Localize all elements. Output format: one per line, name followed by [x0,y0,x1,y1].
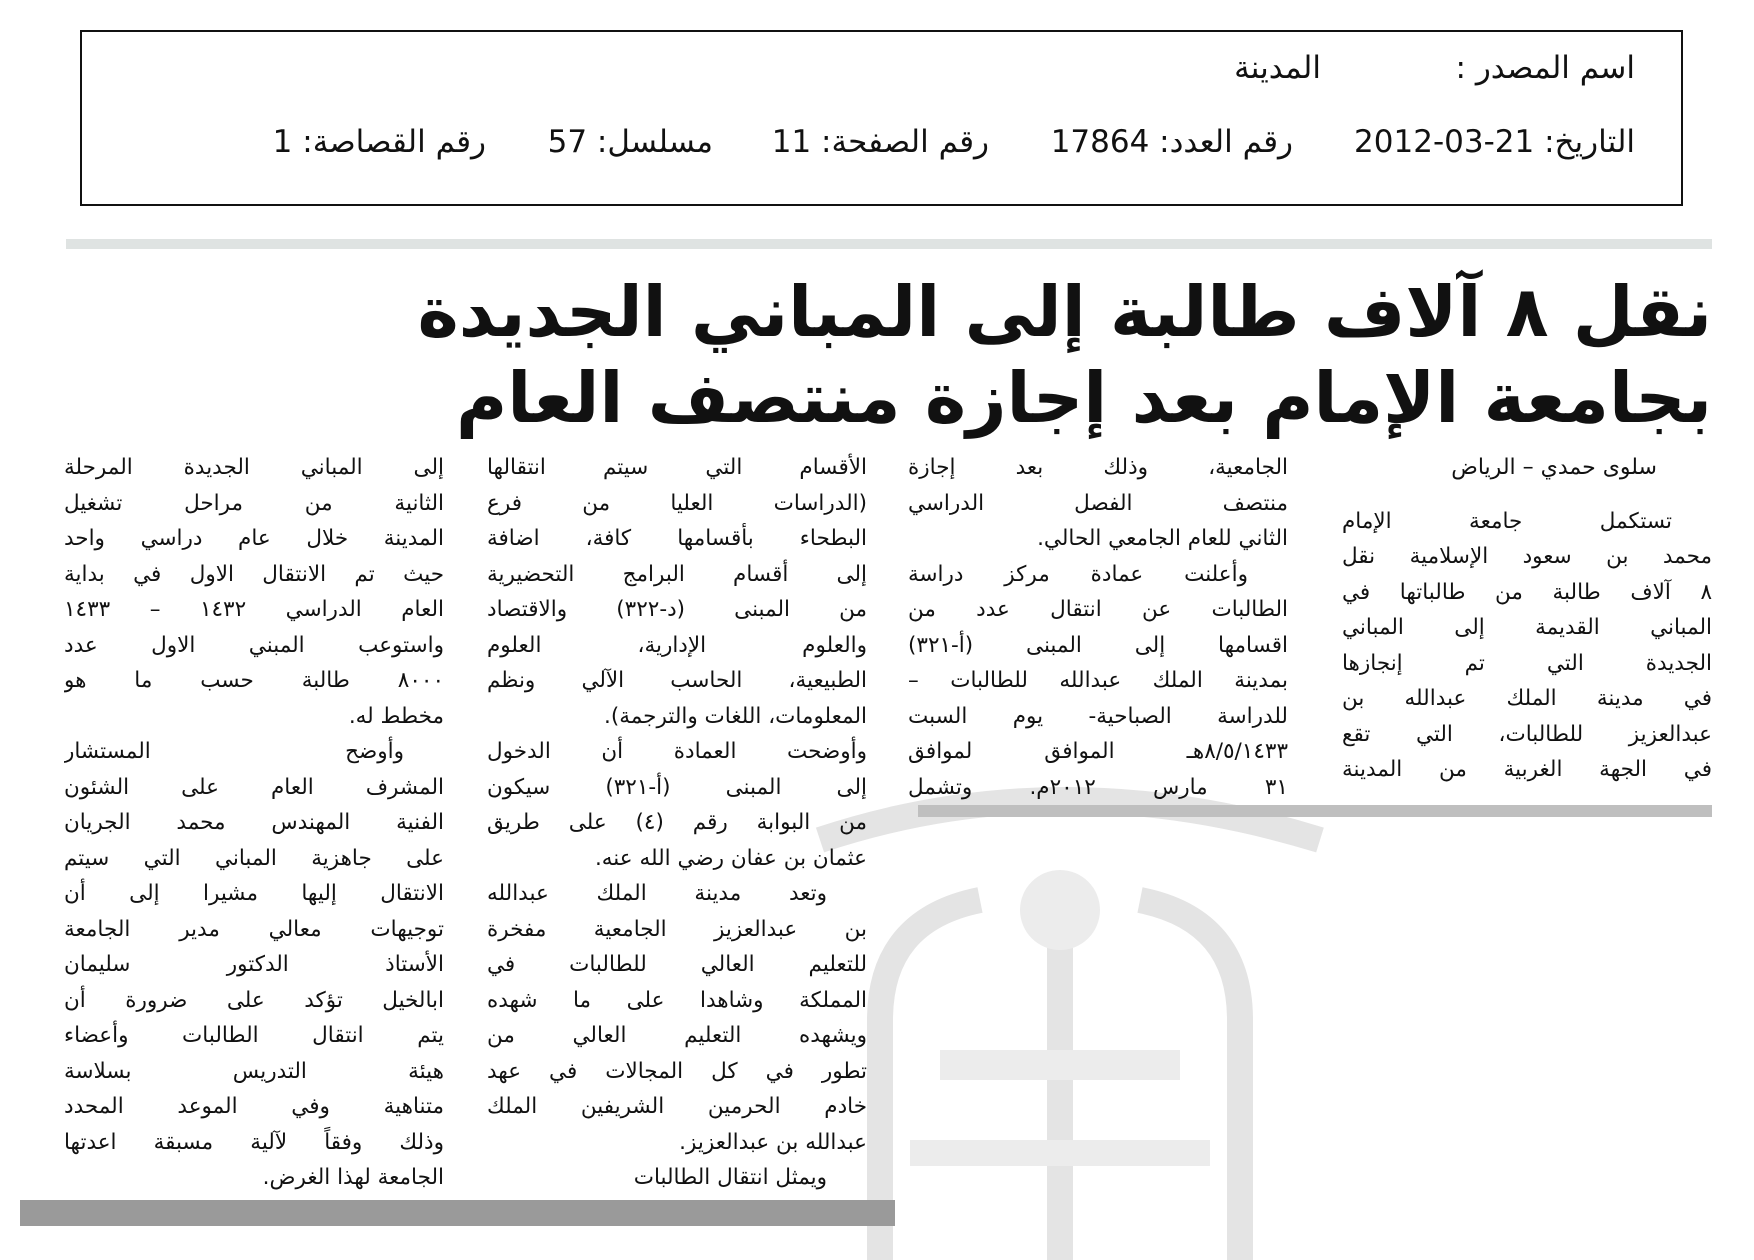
text-line: خادم الحرمين الشريفين الملك [487,1094,867,1119]
byline: سلوى حمدي – الرياض [1451,455,1657,480]
text-line: ابالخيل تؤكد على ضرورة أن [64,987,444,1013]
text-line: ٨٠٠٠ طالبة حسب ما هو [64,668,444,693]
text-line: إلى المباني الجديدة المرحلة [64,455,444,480]
text-line: الثانية من مراحل تشغيل [64,490,444,516]
text-line: المباني القديمة إلى المباني [1342,615,1712,640]
text-line: الطالبات عن انتقال عدد من [908,597,1288,622]
bottom-rule [20,1200,895,1226]
column-divider-bar [918,805,1712,817]
text-line: في مدينة الملك عبدالله بن [1342,686,1712,711]
text-line: توجيهات معالي مدير الجامعة [64,916,444,942]
article-column-2 [908,450,1288,805]
text-line: ويشهده التعليم العالي من [487,1023,867,1048]
text-line: المشرف العام على الشئون [64,774,444,800]
text-line: على جاهزية المباني التي سيتم [64,845,444,871]
text-line: الطبيعية، الحاسب الآلي ونظم [487,668,867,693]
date-field: التاريخ: 21-03-2012 [1354,124,1635,160]
text-line: الانتقال إليها مشيرا إلى أن [64,881,444,906]
text-line: المدينة خلال عام دراسي واحد [64,526,444,551]
text-line: البطحاء بأقسامها كافة، اضافة [487,526,867,551]
text-line: عبدالعزيز للطالبات، التي تقع [1342,721,1712,747]
text-line: اقسامها إلى المبنى (أ-٣٢١) [908,632,1288,658]
text-line: الجامعة لهذا الغرض. [262,1165,444,1190]
top-rule [66,239,1712,249]
text-line: عثمان بن عفان رضي الله عنه. [594,845,867,871]
text-line: هيئة التدريس بسلاسة [64,1058,444,1084]
text-line: محمد بن سعود الإسلامية نقل [1342,544,1712,569]
text-line: بن عبدالعزيز الجامعية مفخرة [487,916,867,942]
text-line: يتم انتقال الطالبات وأعضاء [64,1023,444,1048]
text-line: من البوابة رقم (٤) على طريق [487,810,867,835]
text-line: متناهية وفي الموعد المحدد [64,1094,444,1119]
text-line: وأعلنت عمادة مركز دراسة [908,561,1248,587]
text-line: الجديدة التي تم إنجازها [1342,650,1712,676]
text-line: ٨/٥/١٤٣٣هـ الموافق لموافق [908,739,1288,764]
text-line: واستوعب المبني الاول عدد [64,632,444,658]
source-value: المدينة [1234,50,1321,86]
text-line: منتصف الفصل الدراسي [908,490,1288,516]
clipping-metadata-box [80,30,1683,206]
issue-number-field: رقم العدد: 17864 [1050,124,1293,160]
text-line: ٣١ مارس ٢٠١٢م. وتشمل [908,774,1288,800]
text-line: وأوضحت العمادة أن الدخول [487,739,867,764]
text-line: الثاني للعام الجامعي الحالي. [1037,526,1288,551]
article-column-4 [64,450,444,1196]
text-line: إلى أقسام البرامج التحضيرية [487,561,867,587]
headline-line-2: بجامعة الإمام بعد إجازة منتصف العام [455,357,1712,439]
text-line: من المبنى (د-٣٢٢) والاقتصاد [487,597,867,622]
text-line: وذلك وفقاً لآلية مسبقة اعدتها [64,1129,444,1155]
text-line: حيث تم الانتقال الاول في بداية [64,561,444,587]
serial-field: مسلسل: 57 [547,124,713,160]
text-line: مخطط له. [348,703,444,729]
text-line: (الدراسات العليا من فرع [487,490,867,516]
clip-number-field: رقم القصاصة: 1 [272,124,486,160]
text-line: ويمثل انتقال الطالبات [633,1165,827,1190]
text-line: الجامعية، وذلك بعد إجازة [908,455,1288,480]
text-line: تستكمل جامعة الإمام [1342,508,1672,534]
text-line: العام الدراسي ١٤٣٢ – ١٤٣٣ [64,597,444,622]
headline-line-1: نقل ٨ آلاف طالبة إلى المباني الجديدة [417,271,1712,353]
text-line: تطور في كل المجالات في عهد [487,1058,867,1084]
text-line: عبدالله بن عبدالعزيز. [679,1129,867,1155]
text-line: وتعد مدينة الملك عبدالله [487,881,827,906]
text-line: إلى المبنى (أ-٣٢١) سيكون [487,774,867,800]
source-label: اسم المصدر : [1455,50,1635,86]
text-line: وأوضح المستشار [64,739,404,764]
text-line: الفنية المهندس محمد الجريان [64,810,444,835]
article-column-3 [487,450,867,1196]
text-line: للتعليم العالي للطالبات في [487,952,867,977]
text-line: المعلومات، اللغات والترجمة). [604,703,867,729]
article-column-1 [1342,450,1712,788]
text-line: للدراسة الصباحية- يوم السبت [908,703,1288,729]
text-line: الأستاذ الدكتور سليمان [64,952,444,977]
text-line: المملكة وشاهدا على ما شهده [487,987,867,1013]
page-number-field: رقم الصفحة: 11 [771,124,989,160]
text-line: الأقسام التي سيتم انتقالها [487,455,867,480]
text-line: ٨ آلاف طالبة من طالباتها في [1342,579,1712,605]
text-line: والعلوم الإدارية، العلوم [487,632,867,658]
text-line: بمدينة الملك عبدالله للطالبات – [908,668,1288,693]
text-line: في الجهة الغربية من المدينة [1342,757,1712,782]
